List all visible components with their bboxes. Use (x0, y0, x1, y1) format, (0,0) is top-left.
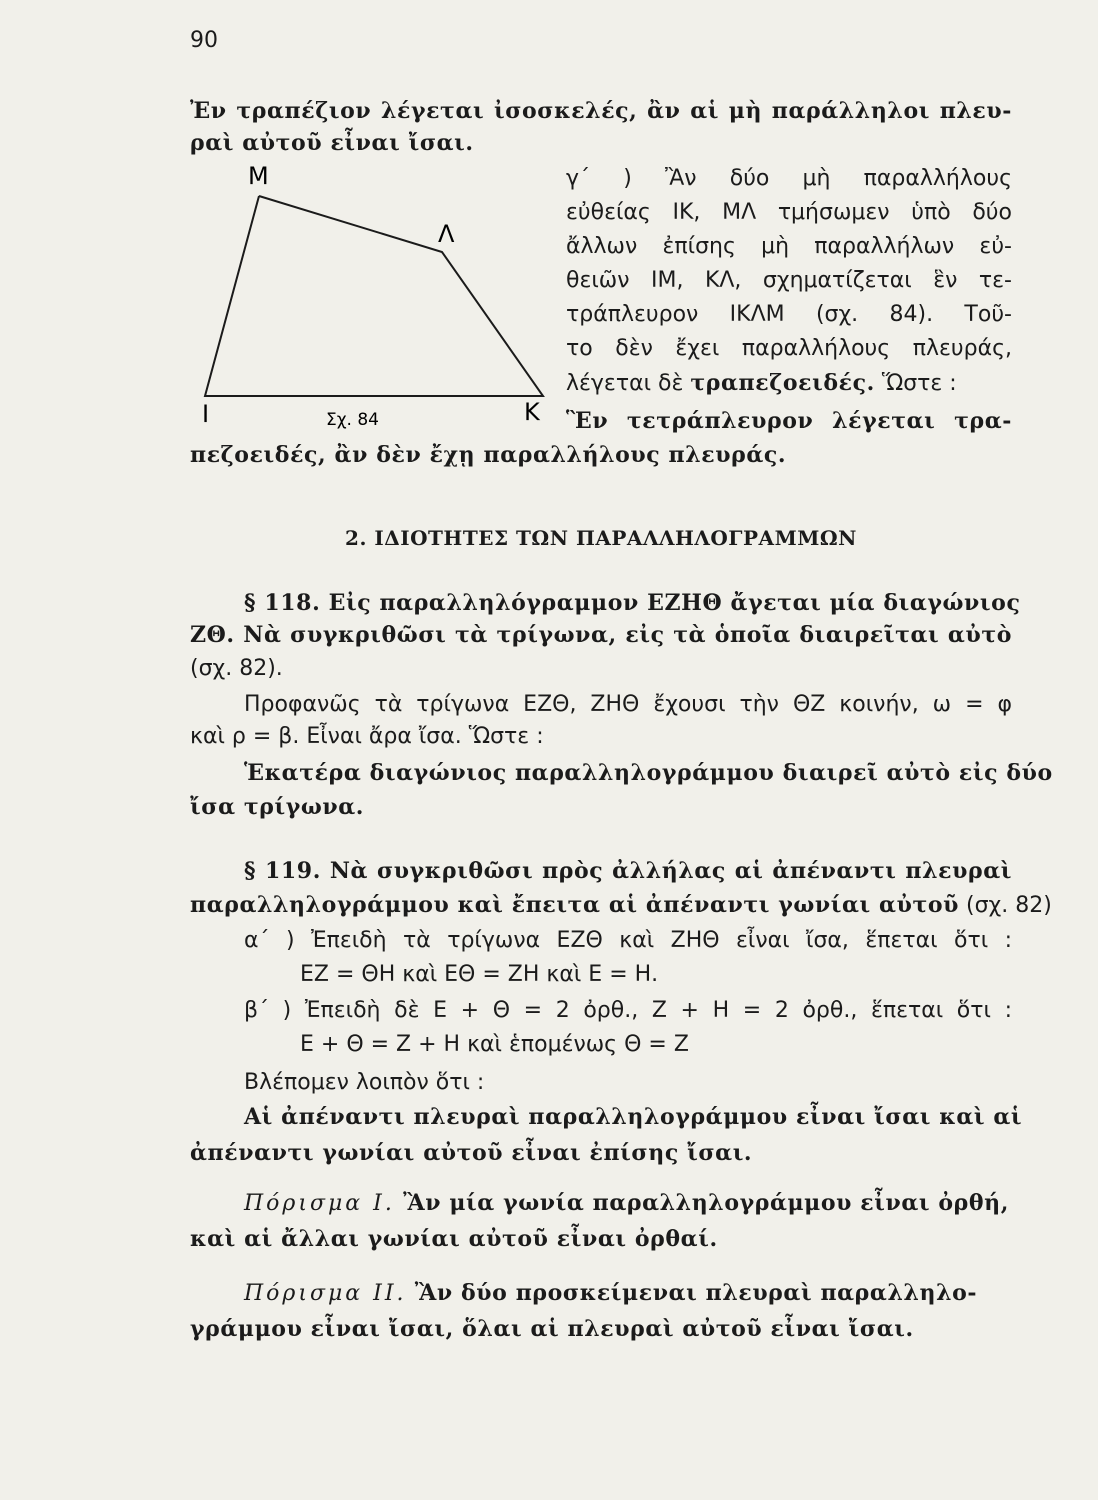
figure-84-outline (205, 196, 543, 396)
s118-line-1: § 118. Εἰς παραλληλόγραμμον ΕΖΗΘ ἄγεται μία διαγώνιος (244, 590, 1021, 616)
s119-beta-line-2: Ε + Θ = Ζ + Η καὶ ἑπομένως Θ = Ζ (300, 1032, 689, 1057)
s118-theorem-line-1: Ἑκατέρα διαγώνιος παραλληλογράμμου διαιρεῖ αὐτὸ εἰς δύο (244, 760, 1053, 786)
figure-label-i: Ι (202, 400, 210, 428)
s118-line-2: ΖΘ. Νὰ συγκριθῶσι τὰ τρίγωνα, εἰς τὰ ὁποῖα διαιρεῖται αὐτὸ (190, 622, 1012, 648)
figure-84-trapezoid (190, 160, 560, 440)
s118-theorem-line-2: ἴσα τρίγωνα. (190, 794, 365, 820)
s118-proof-line-2: καὶ ρ = β. Εἶναι ἄρα ἴσα. Ὥστε : (190, 724, 544, 749)
porisma-1-line-2: καὶ αἱ ἄλλαι γωνίαι αὐτοῦ εἶναι ὀρθαί. (190, 1226, 718, 1252)
porisma-1-label: Πόρισμα Ι. (244, 1191, 395, 1216)
gamma-line-6: το δὲν ἔχει παραλλήλους πλευράς, (566, 336, 1012, 361)
s119-alpha-line-1: α΄ ) Ἐπειδὴ τὰ τρίγωνα ΕΖΘ καὶ ΖΗΘ εἶναι ἴσα, ἕπεται ὅτι : (244, 928, 1012, 953)
gamma-line-3: ἄλλων ἐπίσης μὴ παραλλήλων εὐ- (566, 234, 1012, 259)
figure-label-k: Κ (524, 398, 540, 426)
figure-label-m: Μ (248, 162, 269, 190)
figure-label-lambda: Λ (438, 220, 455, 248)
gamma-line-7 (566, 368, 1012, 399)
intro-line-2: ραὶ αὐτοῦ εἶναι ἴσαι. (190, 130, 474, 156)
porisma-1-text: Ἂν μία γωνία παραλληλογράμμου εἶναι ὀρθή, (394, 1190, 1010, 1216)
figure-caption: Σχ. 84 (326, 410, 380, 430)
s118-line-3: (σχ. 82). (190, 656, 283, 681)
section-heading: 2. ΙΔΙΟΤΗΤΕΣ ΤΩΝ ΠΑΡΑΛΛΗΛΟΓΡΑΜΜΩΝ (345, 526, 857, 550)
s119-theorem-line-1: Αἱ ἀπέναντι πλευραὶ παραλληλογράμμου εἶναι ἴσαι καὶ αἱ (244, 1104, 1023, 1130)
gamma-term-trapezoid: τραπεζοειδές. (690, 370, 875, 396)
gamma-line-1: γ΄ ) Ἂν δύο μὴ παραλλήλους (566, 166, 1012, 191)
gamma-line-2: εὐθείας ΙΚ, ΜΛ τμήσωμεν ὑπὸ δύο (566, 200, 1012, 225)
gamma-definition-line-2: πεζοειδές, ἂν δὲν ἔχῃ παραλλήλους πλευράς. (190, 442, 787, 468)
gamma-line-5: τράπλευρον ΙΚΛΜ (σχ. 84). Τοῦ- (566, 302, 1012, 327)
intro-line-1: Ἐν τραπέζιον λέγεται ἰσοσκελές, ἂν αἱ μὴ παράλληλοι πλευ- (190, 98, 1012, 124)
s119-line-2-bold: παραλληλογράμμου καὶ ἔπειτα αἱ ἀπέναντι γωνίαι αὐτοῦ (190, 892, 959, 918)
gamma-line-7-end: Ὥστε : (874, 371, 957, 396)
porisma-2-line-1 (244, 1278, 1012, 1309)
gamma-line-4: θειῶν ΙΜ, ΚΛ, σχηματίζεται ἓν τε- (566, 268, 1012, 293)
s119-line-1: § 119. Νὰ συγκριθῶσι πρὸς ἀλλήλας αἱ ἀπέναντι πλευραὶ (244, 858, 1012, 884)
s118-proof-line-1: Προφανῶς τὰ τρίγωνα ΕΖΘ, ΖΗΘ ἔχουσι τὴν ΘΖ κοινήν, ω = φ (244, 692, 1012, 717)
s119-theorem-line-2: ἀπέναντι γωνίαι αὐτοῦ εἶναι ἐπίσης ἴσαι. (190, 1140, 753, 1166)
porisma-2-label: Πόρισμα ΙΙ. (244, 1281, 407, 1306)
page-number: 90 (190, 28, 218, 53)
porisma-2-line-2: γράμμου εἶναι ἴσαι, ὅλαι αἱ πλευραὶ αὐτοῦ εἶναι ἴσαι. (190, 1316, 914, 1342)
s119-beta-line-1: β΄ ) Ἐπειδὴ δὲ Ε + Θ = 2 ὀρθ., Ζ + Η = 2 ὀρθ., ἕπεται ὅτι : (244, 998, 1012, 1023)
porisma-1-line-1 (244, 1188, 1012, 1219)
gamma-line-7-plain: λέγεται δὲ (566, 371, 691, 396)
s119-conclusion-intro: Βλέπομεν λοιπὸν ὅτι : (244, 1070, 485, 1095)
s119-line-2-ref: (σχ. 82) (959, 893, 1052, 918)
s119-line-2 (190, 890, 1052, 921)
s119-alpha-line-2: ΕΖ = ΘΗ καὶ ΕΘ = ΖΗ καὶ Ε = Η. (300, 962, 659, 987)
porisma-2-text: Ἂν δύο προσκείμεναι πλευραὶ παραλληλο- (406, 1280, 978, 1306)
gamma-definition-line-1: Ἓν τετράπλευρον λέγεται τρα- (566, 408, 1012, 434)
